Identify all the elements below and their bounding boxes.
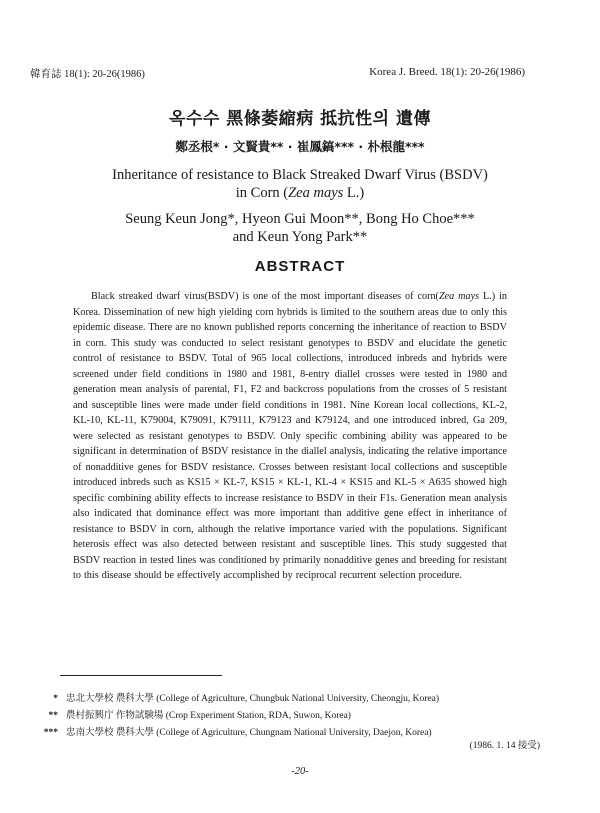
footnote-text: 忠南大學校 農科大學 (College of Agriculture, Chungnam National University, Daejon, Korea) — [66, 728, 432, 738]
footnote-mark: *** — [43, 728, 58, 738]
footnote-item — [38, 725, 528, 742]
authors-english-line1: Seung Keun Jong*, Hyeon Gui Moon**, Bong Ho Choe*** — [125, 211, 475, 227]
footnote-text: 農村振興庁 作物試験場 (Crop Experiment Station, RDA, Suwon, Korea) — [66, 711, 351, 721]
journal-header-english: Korea J. Breed. 18(1): 20-26(1986) — [369, 66, 525, 78]
title-english-line1: Inheritance of resistance to Black Streaked Dwarf Virus (BSDV) — [112, 167, 488, 183]
journal-header-korean: 韓育誌 18(1): 20-26(1986) — [30, 69, 145, 80]
footnote-mark: ** — [48, 711, 58, 721]
title-line2-prefix: in Corn ( — [235, 185, 289, 201]
title-korean: 옥수수 黑條萎縮病 抵抗性의 遺傳 — [169, 109, 431, 129]
title-line2-suffix: L.) — [343, 185, 365, 201]
page-number: -20- — [291, 766, 309, 777]
footnote-item — [38, 691, 528, 708]
authors-english — [0, 210, 600, 246]
abstract-body — [73, 289, 507, 584]
footnote-text: 忠北大學校 農科大學 (College of Agriculture, Chungbuk National University, Cheongju, Korea) — [66, 694, 439, 704]
abstract-species-name: Zea mays — [438, 291, 480, 302]
received-date: (1986. 1. 14 接受) — [469, 741, 540, 751]
abstract-part2: L.) in Korea. Dissemination of new high yielding corn hybrids is limited to the southern areas due to only this epidemic disease. There are no known published reports concerning the inheritance of reaction to BSDV in corn. This study was conducted to select resistant genotypes to BSDV and elucidate the genetic control of resistance to BSDV. Total of 965 local collections, introduced inbreds and hybrids were screened under field conditions in 1980 and 1981, 8-entry diallel crosses were tested in 1980 and generation mean analysis of parental, F1, F2 and backcross populations from the crosses of 5 resistant and susceptible lines were made under field conditions in 1981. Nine Korean local collections, KL-2, KL-10, KL-11, K79004, K79091, K79111, K79123 and K79124, and one introduced inbred, Ga 209, were selected as resistant genotypes to BSDV. Only specific combining ability was appeared to be significant in determination of BSDV resistance in the diallel analysis, indicating the relative importance of nonadditive genes for BSDV resistance. Crosses between resistant local collections and susceptible introduced inbreds such as KS15 × KL-7, KS15 × KL-1, KL-4 × KS15 and KL-5 × A635 showed high specific combining ability effects to increase resistance to BSDV in their F1s. Generation mean analysis also indicated that dominance effect was more important than additive gene effect in inheritance of resistance to BSDV in corn, although the relative importance varied with the populations. Significant heterosis effect was also detected between resistant and susceptible lines. This study suggested that BSDV reaction in tested lines was conditioned by primarily nonadditive genes and breeding for resistant to this disease should be effectively accomplished by reciprocal recurrent selection procedure. — [73, 291, 508, 581]
authors-english-line2: and Keun Yong Park** — [232, 229, 368, 245]
footnotes — [38, 691, 528, 742]
footnote-divider — [60, 675, 222, 676]
footnote-item — [38, 708, 528, 725]
abstract-heading: ABSTRACT — [254, 258, 346, 275]
footnote-mark: * — [53, 694, 58, 704]
title-species-name: Zea mays — [288, 185, 344, 201]
abstract-part1: Black streaked dwarf virus(BSDV) is one of the most important diseases of corn( — [91, 291, 439, 302]
authors-korean: 鄭丞根* · 文賢貴** · 崔鳳鎬*** · 朴根龍*** — [175, 139, 425, 154]
title-english-line2 — [0, 184, 600, 202]
title-english — [0, 166, 600, 202]
